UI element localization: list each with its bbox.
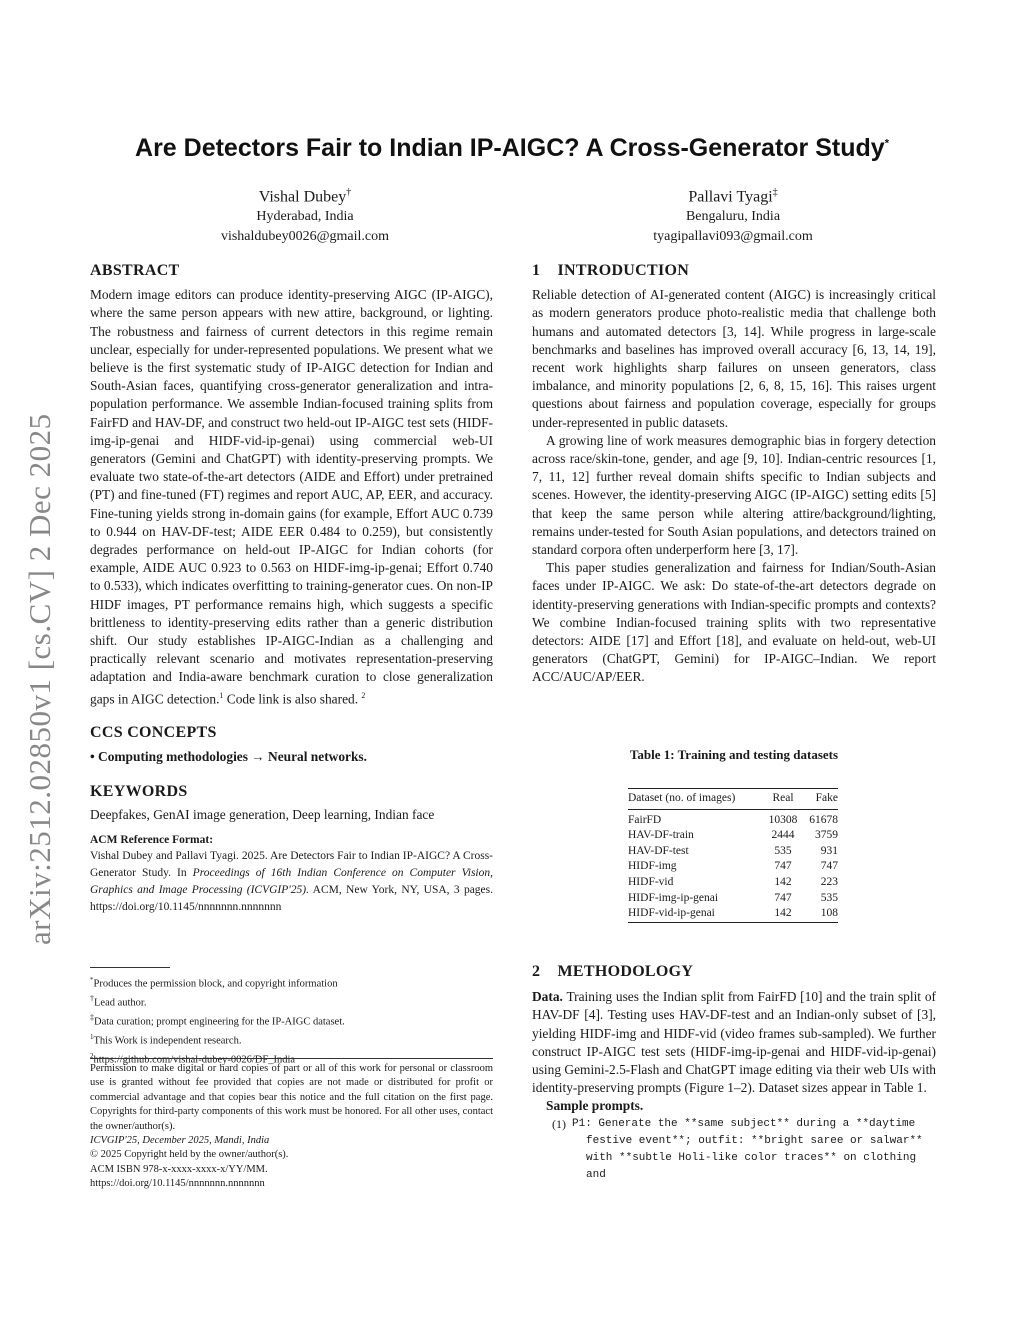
footnote: $^1$This Work is independent research. bbox=[90, 1032, 242, 1047]
table-cell: 931 bbox=[820, 844, 838, 857]
table-cell: 108 bbox=[820, 907, 838, 920]
table-cell: HAV-DF-test bbox=[628, 844, 689, 857]
table-cell: 3759 bbox=[815, 829, 838, 842]
table-cell: 61678 bbox=[809, 813, 838, 826]
right-column bbox=[532, 262, 936, 687]
table-cell: FairFD bbox=[628, 813, 662, 826]
intro-heading: 1 INTRODUCTION bbox=[532, 262, 690, 279]
paper-title: Are Detectors Fair to Indian IP-AIGC? A Cross-Generator Study* bbox=[135, 134, 889, 162]
footnote: †Lead author. bbox=[90, 993, 147, 1009]
table-cell: HIDF-img-ip-genai bbox=[628, 891, 719, 904]
table-cell: HIDF-vid bbox=[628, 875, 674, 888]
data-paragraph: Data. Training uses the Indian split from FairFD [10] and the train split of HAV-DF [4]. Testing uses HAV-DF-test and an Indian-only subset of [3], yielding HIDF-img and HIDF-vid (video frames sub-sampled). We further construct IP-AIGC test sets (HIDF-img-ip-genai and HIDF-vid-ip-genai) using Gemini-2.5-Flash and ChatGPT image editing via their web UIs with identity-preserving prompts (Figure 1–2). Dataset sizes appear in Table 1. bbox=[532, 989, 936, 1096]
methodology-section bbox=[532, 963, 936, 1184]
ccs-text: • Computing methodologies → Neural networks. bbox=[90, 748, 367, 764]
table-cell: 747 bbox=[774, 860, 792, 873]
table-caption: Table 1: Training and testing datasets bbox=[629, 747, 839, 762]
table-cell: 142 bbox=[774, 875, 792, 888]
table-cell: 10308 bbox=[768, 813, 798, 826]
table-row bbox=[628, 828, 838, 844]
keywords-heading: KEYWORDS bbox=[90, 782, 188, 800]
author-2: Pallavi Tyagi‡ Bengaluru, India tyagipallavi093@gmail.com bbox=[578, 183, 888, 247]
table-cell: 747 bbox=[820, 860, 838, 873]
footnote: *Produces the permission block, and copyright information bbox=[90, 976, 338, 990]
table-row bbox=[628, 906, 838, 922]
table-cell: 747 bbox=[774, 891, 792, 904]
table-row bbox=[628, 859, 838, 875]
methodology-heading: 2 METHODOLOGY bbox=[532, 963, 694, 980]
footnotes bbox=[90, 973, 493, 1068]
table-cell: HAV-DF-train bbox=[628, 829, 694, 842]
keywords-text: Deepfakes, GenAI image generation, Deep learning, Indian face bbox=[90, 806, 435, 822]
permission-rule bbox=[90, 1058, 493, 1059]
left-column bbox=[90, 262, 493, 916]
prompt-item: (1) P1: Generate the **same subject** during a **daytime festive event**; outfit: **bright saree or salwar** with **subtle Holi-like color traces** on clothing and bbox=[552, 1116, 923, 1181]
acm-ref-heading: ACM Reference Format: bbox=[90, 834, 214, 847]
table-row bbox=[628, 844, 838, 860]
ccs-heading: CCS CONCEPTS bbox=[90, 724, 217, 742]
table-cell: HIDF-img bbox=[628, 860, 677, 873]
table-cell: 2444 bbox=[771, 829, 795, 842]
table-row bbox=[628, 891, 838, 907]
table-cell: 142 bbox=[774, 907, 792, 920]
author-1: Vishal Dubey† Hyderabad, India vishaldubey0026@gmail.com bbox=[150, 183, 460, 247]
footnote[interactable]: $^2$https://github.com/vishal-dubey-0026/DF_India bbox=[90, 1051, 296, 1066]
abstract-text: Modern image editors can produce identity-preserving AIGC (IP-AIGC), where the same person appears with new attire, background, or lighting. The robustness and fairness of current detectors in this regime remain unclear, especially for under-represented populations. We present what we believe is the first systematic study of IP-AIGC detection for Indian and South-Asian faces, quantifying cross-generator generalization and intra-population performance. We assemble Indian-focused training splits from FairFD and HAV-DF, and construct two held-out IP-AIGC test sets (HIDF-img-ip-genai and HIDF-vid-ip-genai) using commercial web-UI generators (Gemini and ChatGPT) with identity-preserving prompts. We evaluate two state-of-the-art detectors (AIDE and Effort) under pretrained (PT) and fine-tuned (FT) regimes and report AUC, AP, EER, and accuracy. Fine-tuning yields strong in-domain gains (for example, Effort AUC 0.739 to 0.944 on HAV-DF-test; AIDE EER 0.484 to 0.259), but consistently degrades performance on held-out IP-AIGC for Indian cohorts (for example, AIDE AUC 0.923 to 0.563 on HIDF-img-ip-genai; Effort 0.740 to 0.533), which indicates overfitting to training-generator cues. On non-IP HIDF images, PT performance remains high, which suggests a specific brittleness to identity-preserving edits rather than a generic distribution shift. Our study establishes IP-AIGC-Indian as a challenging and practically relevant scenario and motivates representation-preserving adaptation and India-aware benchmark curation to close generalization gaps in AIGC detection.$^1$ Code link is also shared. $^2$ bbox=[90, 287, 493, 707]
footnote-rule bbox=[90, 967, 170, 968]
abstract-heading: ABSTRACT bbox=[90, 262, 180, 279]
sample-prompts-label: Sample prompts. bbox=[546, 1098, 644, 1114]
author-email[interactable]: tyagipallavi093@gmail.com bbox=[653, 229, 813, 245]
table-row bbox=[628, 809, 838, 828]
permission-block: Permission to make digital or hard copies of part or all of this work for personal or classroom use is granted without fee provided that copies are not made or distributed for profit or commercial advantage and that copies bear this notice and the full citation on the first page. Copyrights for third-party components of this work must be honored. For all other uses, contact the owner/author(s). ICVGIP'25, December 2025, Mandi, India © 2025 Copyright held by the owner/author(s). ACM ISBN 978-x-xxxx-xxxx-x/YY/MM. https://doi.org/10.1145/nnnnnnn.nnnnnnn bbox=[90, 1062, 493, 1192]
doi-link[interactable]: https://doi.org/10.1145/nnnnnnn.nnnnnnn bbox=[90, 1178, 265, 1190]
intro-paragraph: Reliable detection of AI-generated content (AIGC) is increasingly critical as modern generators produce photo-realistic media that challenge both humans and automated detectors [3, 14]. While progress in large-scale benchmarks and baselines has improved overall accuracy [6, 13, 14, 19], recent work highlights sharp failures on unseen generators, class imbalance, and minority populations [2, 6, 8, 15, 16]. This raises urgent questions about fairness and population coverage, especially for groups under-represented in public datasets. bbox=[532, 287, 936, 430]
author-email[interactable]: vishaldubey0026@gmail.com bbox=[220, 229, 390, 245]
table-cell: 535 bbox=[774, 844, 792, 857]
table-cell: HIDF-vid-ip-genai bbox=[628, 907, 715, 920]
table-cell: 223 bbox=[820, 875, 838, 888]
intro-paragraph: A growing line of work measures demographic bias in forgery detection across race/skin-tone, gender, and age [9, 10]. Indian-centric resources [1, 7, 11, 12] further reveal domain shifts specific to Indian subjects and scenes. However, the identity-preserving AIGC (IP-AIGC) setting edits [5] that keep the same person while altering attire/background/lighting, remains under-tested for South Asian populations, and detectors trained on standard corpora often underperform here [3, 17]. bbox=[532, 432, 936, 558]
acm-ref-text: Vishal Dubey and Pallavi Tyagi. 2025. Are Detectors Fair to Indian IP-AIGC? A Cross-Generator Study. In Proceedings of 16th Indian Conference on Computer Vision, Graphics and Image Processing (ICVGIP'25). ACM, New York, NY, USA, 3 pages. https://doi.org/10.1145/nnnnnnn.nnnnnnn bbox=[90, 850, 493, 914]
datasets-table: Dataset (no. of images) Real Fake FairFD 10308 61678 HAV-DF-train 2444 3759 HAV-DF-test 535 931 HIDF-img 747 747 HIDF-vid 142 223 HIDF-img-ip-genai 747 535 HIDF-vid-ip-genai 142 108 bbox=[628, 788, 838, 923]
table-cell: 535 bbox=[820, 891, 838, 904]
footnote: ‡Data curation; prompt engineering for the IP-AIGC dataset. bbox=[90, 1012, 345, 1028]
arxiv-watermark: arXiv:2512.02850v1 [cs.CV] 2 Dec 2025 bbox=[22, 413, 57, 945]
table-row bbox=[628, 875, 838, 891]
intro-paragraph: This paper studies generalization and fairness for Indian/South-Asian faces under IP-AIGC. We ask: Do state-of-the-art detectors degrade on identity-preserving generations with Indian-specific prompts and contexts? We combine Indian-focused training splits with two representative detectors: AIDE [17] and Effort [18], and evaluate on held-out, web-UI generators (ChatGPT, Gemini) for IP-AIGC–Indian. We report ACC/AUC/AP/EER. bbox=[532, 560, 936, 685]
